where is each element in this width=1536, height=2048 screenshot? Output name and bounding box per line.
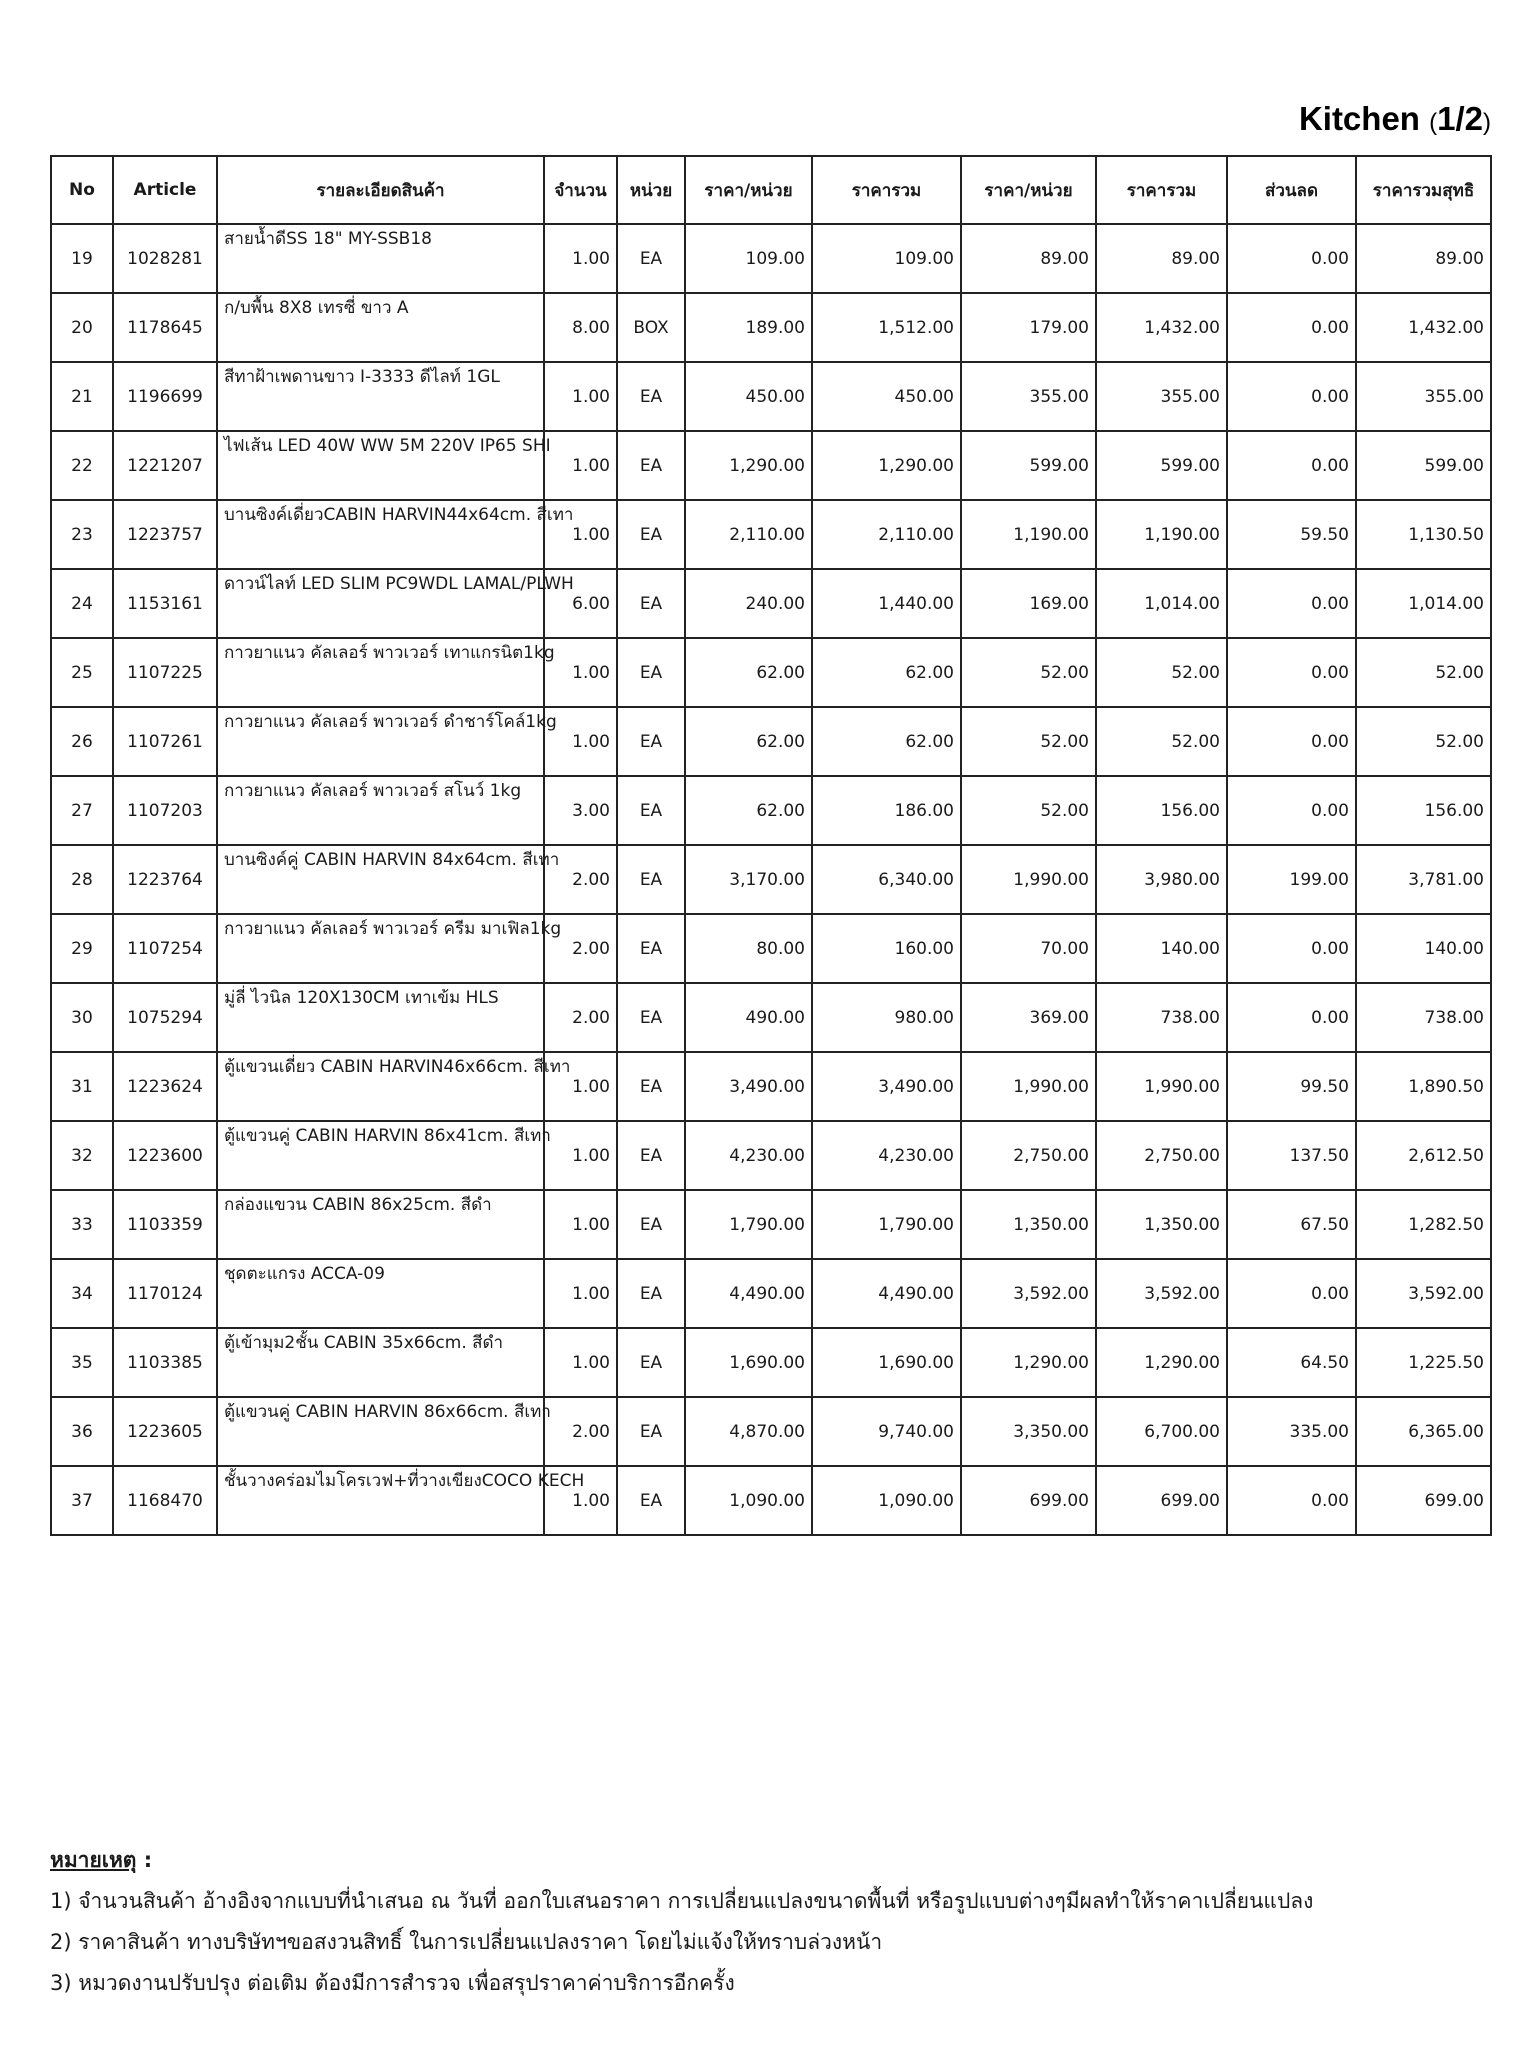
cell-net-total: 1,432.00 [1096,293,1227,362]
cell-list-unit-price: 1,690.00 [685,1328,812,1397]
cell-net-total: 1,190.00 [1096,500,1227,569]
header-quantity: จำนวน [544,156,617,224]
cell-list-unit-price: 2,110.00 [685,500,812,569]
cell-unit: BOX [617,293,685,362]
header-net-total: ราคารวม [1096,156,1227,224]
cell-description: ก/บพื้น 8X8 เทรซี่ ขาว A [217,293,544,362]
cell-net-unit-price: 2,750.00 [961,1121,1096,1190]
cell-list-unit-price: 450.00 [685,362,812,431]
title-paren-close: ) [1483,109,1491,136]
cell-net-unit-price: 355.00 [961,362,1096,431]
cell-description: ตู้เข้ามุม2ชั้น CABIN 35x66cm. สีดำ [217,1328,544,1397]
cell-no: 19 [51,224,113,293]
cell-no: 23 [51,500,113,569]
cell-quantity: 1.00 [544,224,617,293]
table-row [51,638,1491,707]
cell-quantity: 1.00 [544,431,617,500]
cell-unit: EA [617,500,685,569]
cell-article: 1075294 [113,983,217,1052]
table-row [51,776,1491,845]
cell-article: 1223624 [113,1052,217,1121]
cell-description: ตู้แขวนคู่ CABIN HARVIN 86x41cm. สีเทา [217,1121,544,1190]
cell-unit: EA [617,1121,685,1190]
cell-quantity: 1.00 [544,1328,617,1397]
cell-list-unit-price: 4,490.00 [685,1259,812,1328]
cell-quantity: 1.00 [544,1121,617,1190]
cell-discount: 0.00 [1227,776,1356,845]
cell-net-unit-price: 369.00 [961,983,1096,1052]
cell-unit: EA [617,1328,685,1397]
cell-net-total: 156.00 [1096,776,1227,845]
cell-list-total: 62.00 [812,638,961,707]
cell-net-total: 140.00 [1096,914,1227,983]
cell-net-unit-price: 52.00 [961,707,1096,776]
table-row [51,1397,1491,1466]
table-header-row [51,156,1491,224]
cell-grand-total: 355.00 [1356,362,1491,431]
table-row [51,362,1491,431]
cell-net-total: 89.00 [1096,224,1227,293]
cell-net-unit-price: 3,592.00 [961,1259,1096,1328]
cell-net-unit-price: 89.00 [961,224,1096,293]
cell-unit: EA [617,431,685,500]
cell-list-total: 4,230.00 [812,1121,961,1190]
cell-unit: EA [617,1466,685,1535]
items-table [50,155,1492,1536]
cell-grand-total: 1,890.50 [1356,1052,1491,1121]
cell-net-total: 3,980.00 [1096,845,1227,914]
title-text: Kitchen [1298,100,1420,137]
cell-description: กาวยาแนว คัลเลอร์ พาวเวอร์ สโนว์ 1kg [217,776,544,845]
table-row [51,1190,1491,1259]
cell-unit: EA [617,224,685,293]
cell-net-total: 1,990.00 [1096,1052,1227,1121]
cell-description: กาวยาแนว คัลเลอร์ พาวเวอร์ ครีม มาเฟิล1kg [217,914,544,983]
cell-no: 20 [51,293,113,362]
cell-list-unit-price: 62.00 [685,776,812,845]
cell-net-unit-price: 1,290.00 [961,1328,1096,1397]
table-row [51,1052,1491,1121]
cell-grand-total: 1,130.50 [1356,500,1491,569]
cell-net-unit-price: 1,350.00 [961,1190,1096,1259]
cell-list-unit-price: 62.00 [685,707,812,776]
cell-article: 1107203 [113,776,217,845]
cell-list-unit-price: 4,870.00 [685,1397,812,1466]
cell-net-total: 3,592.00 [1096,1259,1227,1328]
table-row [51,569,1491,638]
cell-net-total: 1,014.00 [1096,569,1227,638]
cell-list-total: 62.00 [812,707,961,776]
table-row [51,224,1491,293]
cell-discount: 0.00 [1227,707,1356,776]
header-article: Article [113,156,217,224]
table-row [51,431,1491,500]
cell-article: 1221207 [113,431,217,500]
cell-no: 25 [51,638,113,707]
page-title [1299,100,1491,138]
cell-grand-total: 140.00 [1356,914,1491,983]
cell-unit: EA [617,914,685,983]
cell-article: 1107225 [113,638,217,707]
cell-unit: EA [617,569,685,638]
cell-list-total: 109.00 [812,224,961,293]
cell-grand-total: 89.00 [1356,224,1491,293]
cell-list-unit-price: 3,490.00 [685,1052,812,1121]
cell-list-total: 3,490.00 [812,1052,961,1121]
table-row [51,1259,1491,1328]
notes-title-colon: : [136,1848,153,1872]
cell-net-unit-price: 699.00 [961,1466,1096,1535]
cell-grand-total: 1,014.00 [1356,569,1491,638]
cell-quantity: 1.00 [544,1466,617,1535]
cell-discount: 0.00 [1227,1259,1356,1328]
cell-no: 37 [51,1466,113,1535]
cell-discount: 59.50 [1227,500,1356,569]
cell-grand-total: 1,225.50 [1356,1328,1491,1397]
cell-list-unit-price: 240.00 [685,569,812,638]
cell-description: บานซิงค์คู่ CABIN HARVIN 84x64cm. สีเทา [217,845,544,914]
cell-discount: 0.00 [1227,914,1356,983]
cell-unit: EA [617,1259,685,1328]
cell-description: กล่องแขวน CABIN 86x25cm. สีดำ [217,1190,544,1259]
cell-unit: EA [617,362,685,431]
cell-net-unit-price: 1,990.00 [961,845,1096,914]
cell-no: 28 [51,845,113,914]
header-list-total: ราคารวม [812,156,961,224]
cell-discount: 0.00 [1227,569,1356,638]
table-row [51,1328,1491,1397]
header-description: รายละเอียดสินค้า [217,156,544,224]
cell-article: 1103385 [113,1328,217,1397]
notes-section [50,1840,1490,2004]
cell-net-unit-price: 70.00 [961,914,1096,983]
cell-quantity: 8.00 [544,293,617,362]
cell-no: 30 [51,983,113,1052]
header-unit: หน่วย [617,156,685,224]
cell-list-unit-price: 62.00 [685,638,812,707]
cell-article: 1103359 [113,1190,217,1259]
cell-no: 24 [51,569,113,638]
cell-list-total: 2,110.00 [812,500,961,569]
table-row [51,1466,1491,1535]
header-grand-total: ราคารวมสุทธิ [1356,156,1491,224]
cell-net-total: 1,350.00 [1096,1190,1227,1259]
cell-article: 1223757 [113,500,217,569]
cell-grand-total: 156.00 [1356,776,1491,845]
cell-list-unit-price: 490.00 [685,983,812,1052]
cell-unit: EA [617,776,685,845]
cell-net-total: 2,750.00 [1096,1121,1227,1190]
cell-description: สีทาฝ้าเพดานขาว I-3333 ดีไลท์ 1GL [217,362,544,431]
cell-list-total: 1,690.00 [812,1328,961,1397]
cell-no: 26 [51,707,113,776]
table-row [51,293,1491,362]
cell-description: ชุดตะแกรง ACCA-09 [217,1259,544,1328]
cell-grand-total: 52.00 [1356,638,1491,707]
cell-quantity: 6.00 [544,569,617,638]
cell-quantity: 1.00 [544,1052,617,1121]
cell-description: กาวยาแนว คัลเลอร์ พาวเวอร์ ดำชาร์โคล์1kg [217,707,544,776]
cell-grand-total: 1,282.50 [1356,1190,1491,1259]
cell-article: 1168470 [113,1466,217,1535]
cell-discount: 0.00 [1227,431,1356,500]
cell-discount: 0.00 [1227,224,1356,293]
cell-unit: EA [617,845,685,914]
cell-net-unit-price: 599.00 [961,431,1096,500]
cell-discount: 0.00 [1227,638,1356,707]
cell-list-unit-price: 189.00 [685,293,812,362]
cell-description: ไฟเส้น LED 40W WW 5M 220V IP65 SHI [217,431,544,500]
cell-grand-total: 3,592.00 [1356,1259,1491,1328]
cell-list-unit-price: 80.00 [685,914,812,983]
cell-net-total: 6,700.00 [1096,1397,1227,1466]
cell-list-total: 980.00 [812,983,961,1052]
cell-quantity: 2.00 [544,845,617,914]
cell-net-total: 699.00 [1096,1466,1227,1535]
cell-discount: 199.00 [1227,845,1356,914]
cell-description: บานซิงค์เดี่ยวCABIN HARVIN44x64cm. สีเทา [217,500,544,569]
cell-description: มู่ลี่ ไวนิล 120X130CM เทาเข้ม HLS [217,983,544,1052]
cell-list-unit-price: 1,090.00 [685,1466,812,1535]
cell-net-total: 52.00 [1096,638,1227,707]
cell-article: 1196699 [113,362,217,431]
table-row [51,983,1491,1052]
cell-list-unit-price: 109.00 [685,224,812,293]
cell-list-total: 1,512.00 [812,293,961,362]
cell-description: กาวยาแนว คัลเลอร์ พาวเวอร์ เทาแกรนิต1kg [217,638,544,707]
cell-unit: EA [617,1397,685,1466]
cell-unit: EA [617,1190,685,1259]
cell-quantity: 1.00 [544,707,617,776]
cell-discount: 0.00 [1227,983,1356,1052]
cell-list-total: 4,490.00 [812,1259,961,1328]
notes-title: หมายเหตุ [50,1848,137,1872]
cell-article: 1223764 [113,845,217,914]
notes-heading [50,1840,1490,1881]
cell-grand-total: 699.00 [1356,1466,1491,1535]
header-net-unit-price: ราคา/หน่วย [961,156,1096,224]
cell-net-total: 1,290.00 [1096,1328,1227,1397]
cell-list-total: 1,790.00 [812,1190,961,1259]
header-no: No [51,156,113,224]
cell-description: ตู้แขวนคู่ CABIN HARVIN 86x66cm. สีเทา [217,1397,544,1466]
cell-list-total: 6,340.00 [812,845,961,914]
cell-quantity: 2.00 [544,983,617,1052]
cell-no: 32 [51,1121,113,1190]
cell-quantity: 1.00 [544,1190,617,1259]
cell-grand-total: 52.00 [1356,707,1491,776]
cell-quantity: 1.00 [544,1259,617,1328]
cell-discount: 0.00 [1227,362,1356,431]
title-page-number: 1/2 [1437,100,1483,137]
cell-quantity: 2.00 [544,1397,617,1466]
cell-article: 1223605 [113,1397,217,1466]
cell-grand-total: 738.00 [1356,983,1491,1052]
cell-no: 35 [51,1328,113,1397]
cell-discount: 64.50 [1227,1328,1356,1397]
cell-description: ชั้นวางคร่อมไมโครเวฟ+ที่วางเขียงCOCO KECH [217,1466,544,1535]
cell-net-unit-price: 179.00 [961,293,1096,362]
cell-quantity: 1.00 [544,500,617,569]
cell-grand-total: 1,432.00 [1356,293,1491,362]
cell-description: ดาวน์ไลท์ LED SLIM PC9WDL LAMAL/PLWH [217,569,544,638]
cell-no: 33 [51,1190,113,1259]
cell-discount: 335.00 [1227,1397,1356,1466]
cell-list-total: 9,740.00 [812,1397,961,1466]
cell-net-total: 738.00 [1096,983,1227,1052]
cell-unit: EA [617,707,685,776]
cell-unit: EA [617,1052,685,1121]
cell-discount: 99.50 [1227,1052,1356,1121]
cell-list-total: 1,090.00 [812,1466,961,1535]
header-discount: ส่วนลด [1227,156,1356,224]
cell-unit: EA [617,983,685,1052]
cell-quantity: 2.00 [544,914,617,983]
cell-net-unit-price: 1,190.00 [961,500,1096,569]
cell-grand-total: 599.00 [1356,431,1491,500]
cell-quantity: 3.00 [544,776,617,845]
cell-net-total: 355.00 [1096,362,1227,431]
cell-net-unit-price: 3,350.00 [961,1397,1096,1466]
cell-grand-total: 3,781.00 [1356,845,1491,914]
table-row [51,1121,1491,1190]
cell-list-unit-price: 3,170.00 [685,845,812,914]
cell-discount: 0.00 [1227,1466,1356,1535]
cell-list-total: 160.00 [812,914,961,983]
note-line-2: 2) ราคาสินค้า ทางบริษัทฯขอสงวนสิทธิ์ ในการเปลี่ยนแปลงราคา โดยไม่แจ้งให้ทราบล่วงหน้า [50,1930,883,1954]
cell-no: 31 [51,1052,113,1121]
cell-quantity: 1.00 [544,362,617,431]
table-row [51,707,1491,776]
cell-net-unit-price: 52.00 [961,638,1096,707]
note-line-3: 3) หมวดงานปรับปรุง ต่อเติม ต้องมีการสำรวจ เพื่อสรุปราคาค่าบริการอีกครั้ง [50,1971,735,1995]
cell-discount: 0.00 [1227,293,1356,362]
note-line-1: 1) จำนวนสินค้า อ้างอิงจากแบบที่นำเสนอ ณ วันที่ ออกใบเสนอราคา การเปลี่ยนแปลงขนาดพื้นที่ หรือรูปแบบต่างๆมีผลทำให้ราคาเปลี่ยนแปลง [50,1889,1314,1913]
cell-article: 1178645 [113,293,217,362]
cell-list-unit-price: 1,790.00 [685,1190,812,1259]
cell-no: 22 [51,431,113,500]
cell-list-total: 186.00 [812,776,961,845]
cell-net-unit-price: 52.00 [961,776,1096,845]
cell-no: 27 [51,776,113,845]
cell-quantity: 1.00 [544,638,617,707]
cell-discount: 67.50 [1227,1190,1356,1259]
cell-description: สายน้ำดีSS 18" MY-SSB18 [217,224,544,293]
cell-description: ตู้แขวนเดี่ยว CABIN HARVIN46x66cm. สีเทา [217,1052,544,1121]
table-row [51,845,1491,914]
cell-list-unit-price: 1,290.00 [685,431,812,500]
cell-grand-total: 2,612.50 [1356,1121,1491,1190]
cell-article: 1107254 [113,914,217,983]
cell-article: 1223600 [113,1121,217,1190]
cell-unit: EA [617,638,685,707]
cell-list-unit-price: 4,230.00 [685,1121,812,1190]
header-list-unit-price: ราคา/หน่วย [685,156,812,224]
cell-article: 1153161 [113,569,217,638]
cell-article: 1170124 [113,1259,217,1328]
cell-grand-total: 6,365.00 [1356,1397,1491,1466]
cell-article: 1028281 [113,224,217,293]
table-row [51,500,1491,569]
cell-net-unit-price: 169.00 [961,569,1096,638]
cell-list-total: 1,290.00 [812,431,961,500]
title-paren-open: ( [1429,109,1438,136]
table-row [51,914,1491,983]
cell-list-total: 450.00 [812,362,961,431]
cell-net-total: 52.00 [1096,707,1227,776]
cell-net-total: 599.00 [1096,431,1227,500]
cell-discount: 137.50 [1227,1121,1356,1190]
cell-net-unit-price: 1,990.00 [961,1052,1096,1121]
cell-no: 21 [51,362,113,431]
cell-list-total: 1,440.00 [812,569,961,638]
cell-no: 36 [51,1397,113,1466]
cell-no: 34 [51,1259,113,1328]
cell-article: 1107261 [113,707,217,776]
cell-no: 29 [51,914,113,983]
